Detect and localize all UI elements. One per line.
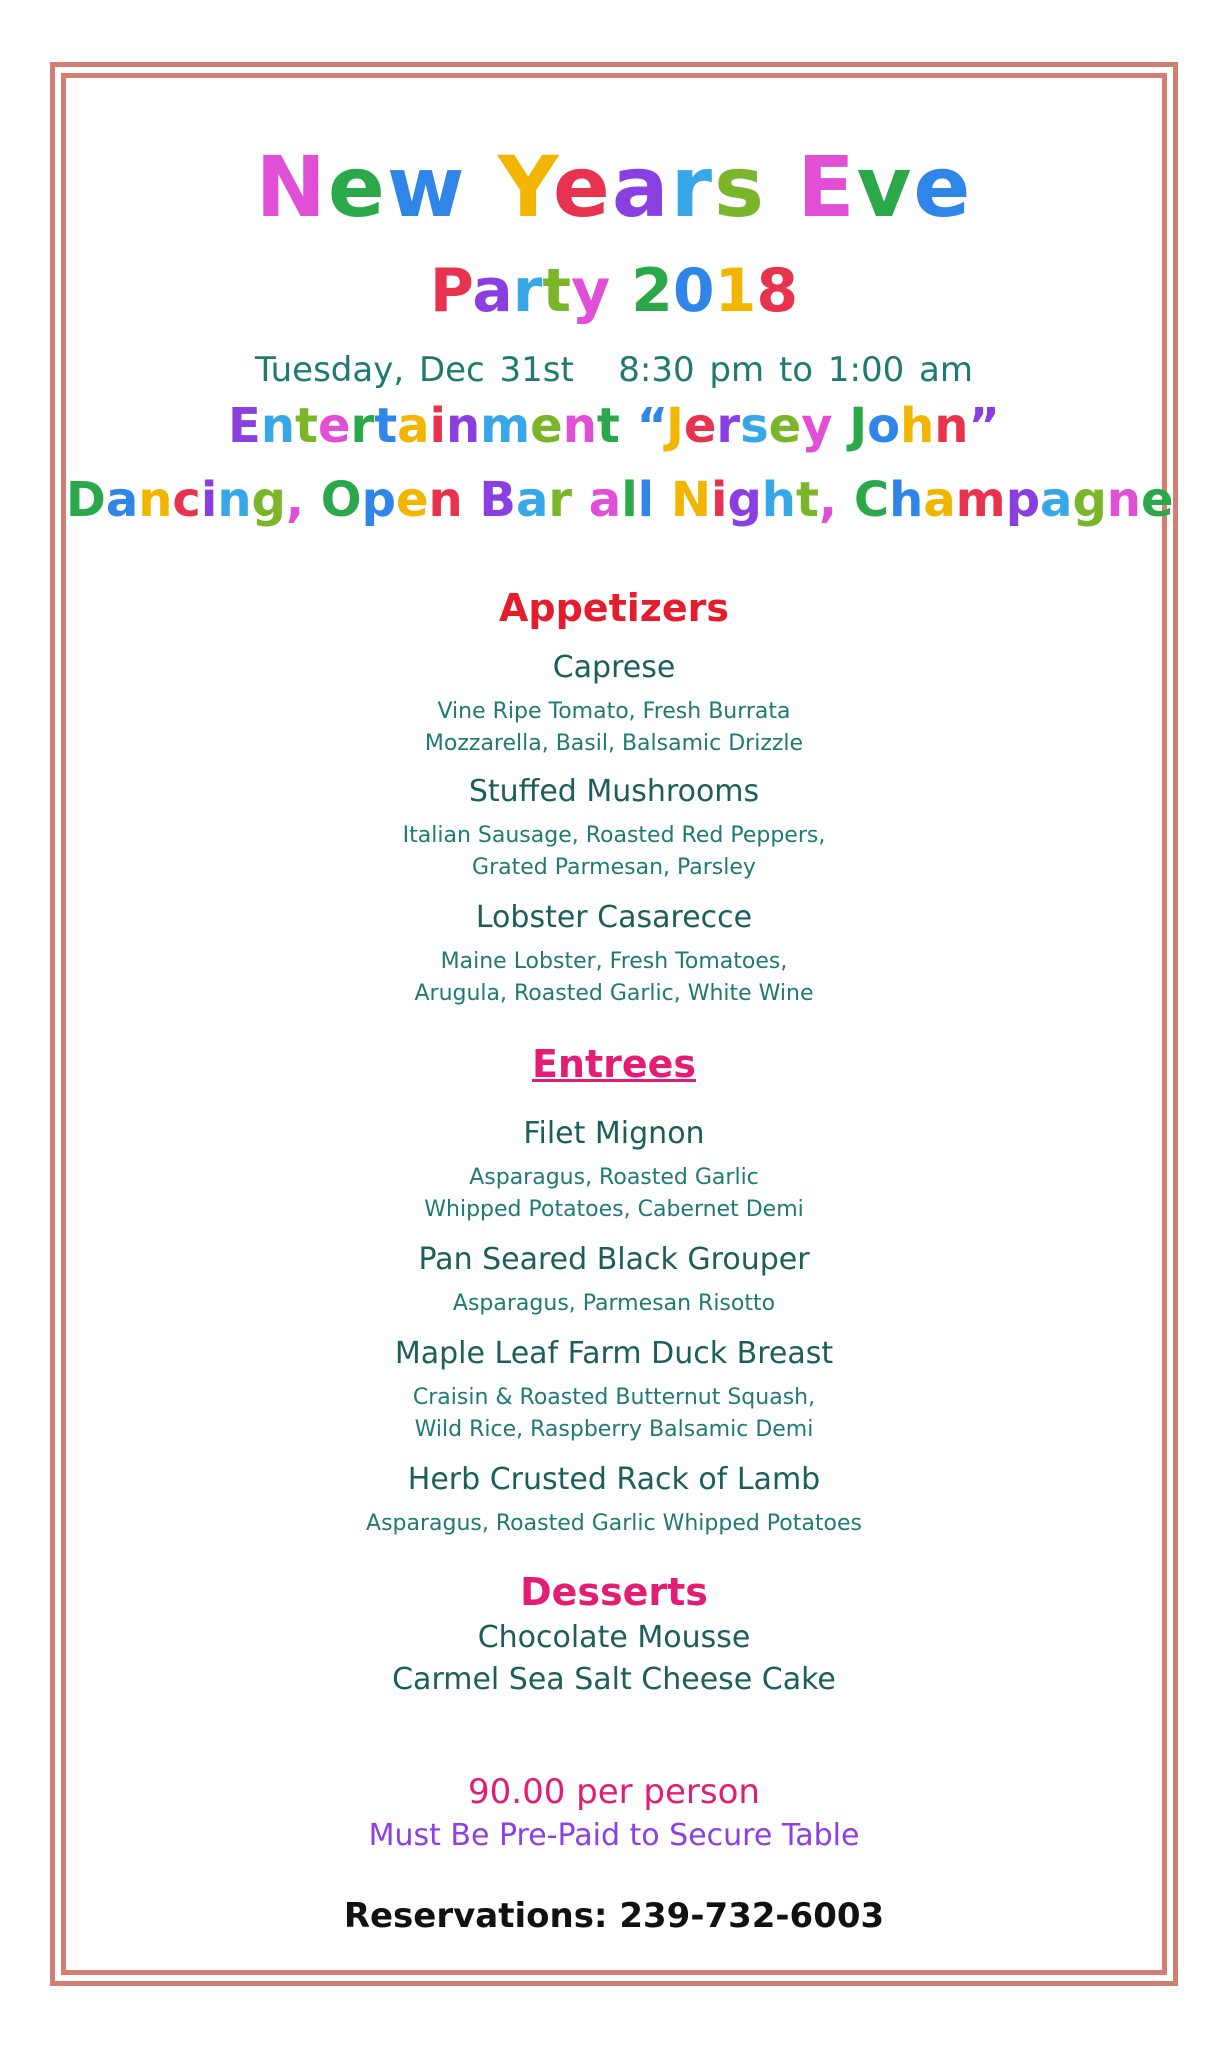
entree-name: Filet Mignon xyxy=(523,1116,705,1151)
entrees-heading: Entrees xyxy=(531,1042,697,1086)
appetizer-desc: Grated Parmesan, Parsley xyxy=(472,855,756,880)
entree-desc: Asparagus, Parmesan Risotto xyxy=(452,1291,776,1316)
event-title: New Years Eve xyxy=(255,138,973,236)
dessert-item: Chocolate Mousse xyxy=(477,1620,751,1655)
appetizer-name: Stuffed Mushrooms xyxy=(468,774,760,809)
appetizer-desc: Mozzarella, Basil, Balsamic Drizzle xyxy=(424,731,804,756)
event-datetime: Tuesday, Dec 31st 8:30 pm to 1:00 am xyxy=(255,350,973,390)
dessert-item: Carmel Sea Salt Cheese Cake xyxy=(392,1662,836,1697)
appetizer-desc: Italian Sausage, Roasted Red Peppers, xyxy=(402,823,826,848)
desserts-heading: Desserts xyxy=(520,1570,708,1614)
reservations-phone: Reservations: 239-732-6003 xyxy=(343,1896,885,1936)
price: 90.00 per person xyxy=(468,1772,760,1812)
entree-desc: Asparagus, Roasted Garlic Whipped Potatoes xyxy=(366,1511,862,1536)
entree-desc: Craisin & Roasted Butternut Squash, xyxy=(412,1385,816,1410)
entertainment-line: Entertainment “Jersey John” xyxy=(228,398,1000,454)
prepaid-note: Must Be Pre-Paid to Secure Table xyxy=(368,1818,860,1853)
entree-name: Herb Crusted Rack of Lamb xyxy=(407,1462,821,1497)
entree-desc: Wild Rice, Raspberry Balsamic Demi xyxy=(414,1417,814,1442)
appetizer-desc: Arugula, Roasted Garlic, White Wine xyxy=(414,981,814,1006)
appetizer-desc: Vine Ripe Tomato, Fresh Burrata xyxy=(437,699,791,724)
appetizer-name: Lobster Casarecce xyxy=(475,900,753,935)
appetizer-desc: Maine Lobster, Fresh Tomatoes, xyxy=(440,949,788,974)
entree-desc: Asparagus, Roasted Garlic xyxy=(469,1165,759,1190)
entree-desc: Whipped Potatoes, Cabernet Demi xyxy=(424,1197,804,1222)
features-line: Dancing, Open Bar all Night, Champagne xyxy=(66,472,1174,528)
appetizers-heading: Appetizers xyxy=(498,586,730,630)
event-subtitle: Party 2018 xyxy=(429,256,799,326)
entree-name: Pan Seared Black Grouper xyxy=(418,1242,810,1277)
appetizer-name: Caprese xyxy=(552,650,676,685)
entree-name: Maple Leaf Farm Duck Breast xyxy=(394,1336,834,1371)
